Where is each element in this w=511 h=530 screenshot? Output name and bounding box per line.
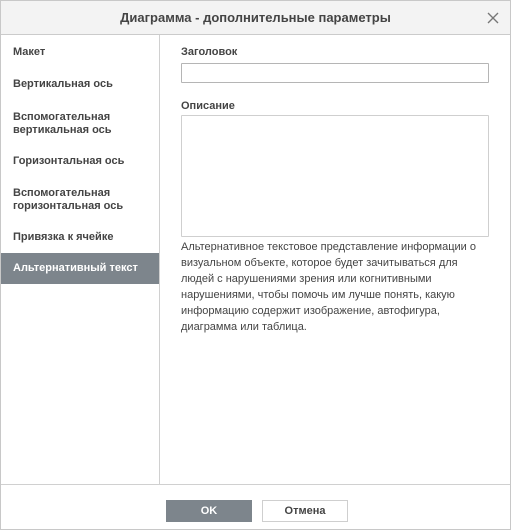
sidebar-item-vertical-axis[interactable] xyxy=(1,69,159,101)
sidebar-item-alt-text[interactable] xyxy=(1,253,159,284)
description-label: Описание xyxy=(181,100,235,112)
sidebar-item-label: Альтернативный текст xyxy=(13,262,138,274)
sidebar-item-label: Вспомогательная вертикальная ось xyxy=(13,111,112,136)
alt-text-help: Альтернативное текстовое представление информации о визуальном объекте, которое будет зачитываться для людей с нарушениями зрения или когнитивными нарушениями, чтобы помочь им лучше понять, какую информацию содержит изображение, автофигура, диаграмма или таблица. xyxy=(181,241,477,333)
sidebar-item-label: Вспомогательная горизонтальная ось xyxy=(13,187,124,212)
cancel-button[interactable]: Отмена xyxy=(262,500,348,522)
sidebar-item-cell-snapping[interactable] xyxy=(1,223,159,253)
ok-button[interactable]: OK xyxy=(166,500,252,522)
sidebar-item-label: Горизонтальная ось xyxy=(13,155,125,167)
alt-text-panel xyxy=(160,35,510,484)
sidebar-item-label: Вертикальная ось xyxy=(13,78,113,90)
title-input[interactable] xyxy=(181,63,489,83)
description-textarea[interactable] xyxy=(181,115,489,237)
sidebar-item-secondary-horizontal-axis[interactable] xyxy=(1,177,159,223)
sidebar-item-label: Привязка к ячейке xyxy=(13,231,114,243)
settings-sidebar xyxy=(1,35,160,484)
dialog-title: Диаграмма - дополнительные параметры xyxy=(120,10,391,25)
close-button[interactable] xyxy=(486,11,500,25)
close-icon xyxy=(486,11,500,25)
sidebar-item-secondary-vertical-axis[interactable] xyxy=(1,101,159,147)
sidebar-item-layout[interactable] xyxy=(1,35,159,69)
dialog-titlebar xyxy=(1,1,510,35)
dialog-footer xyxy=(1,484,510,530)
sidebar-item-horizontal-axis[interactable] xyxy=(1,147,159,177)
sidebar-item-label: Макет xyxy=(13,46,46,58)
title-label: Заголовок xyxy=(181,46,238,58)
